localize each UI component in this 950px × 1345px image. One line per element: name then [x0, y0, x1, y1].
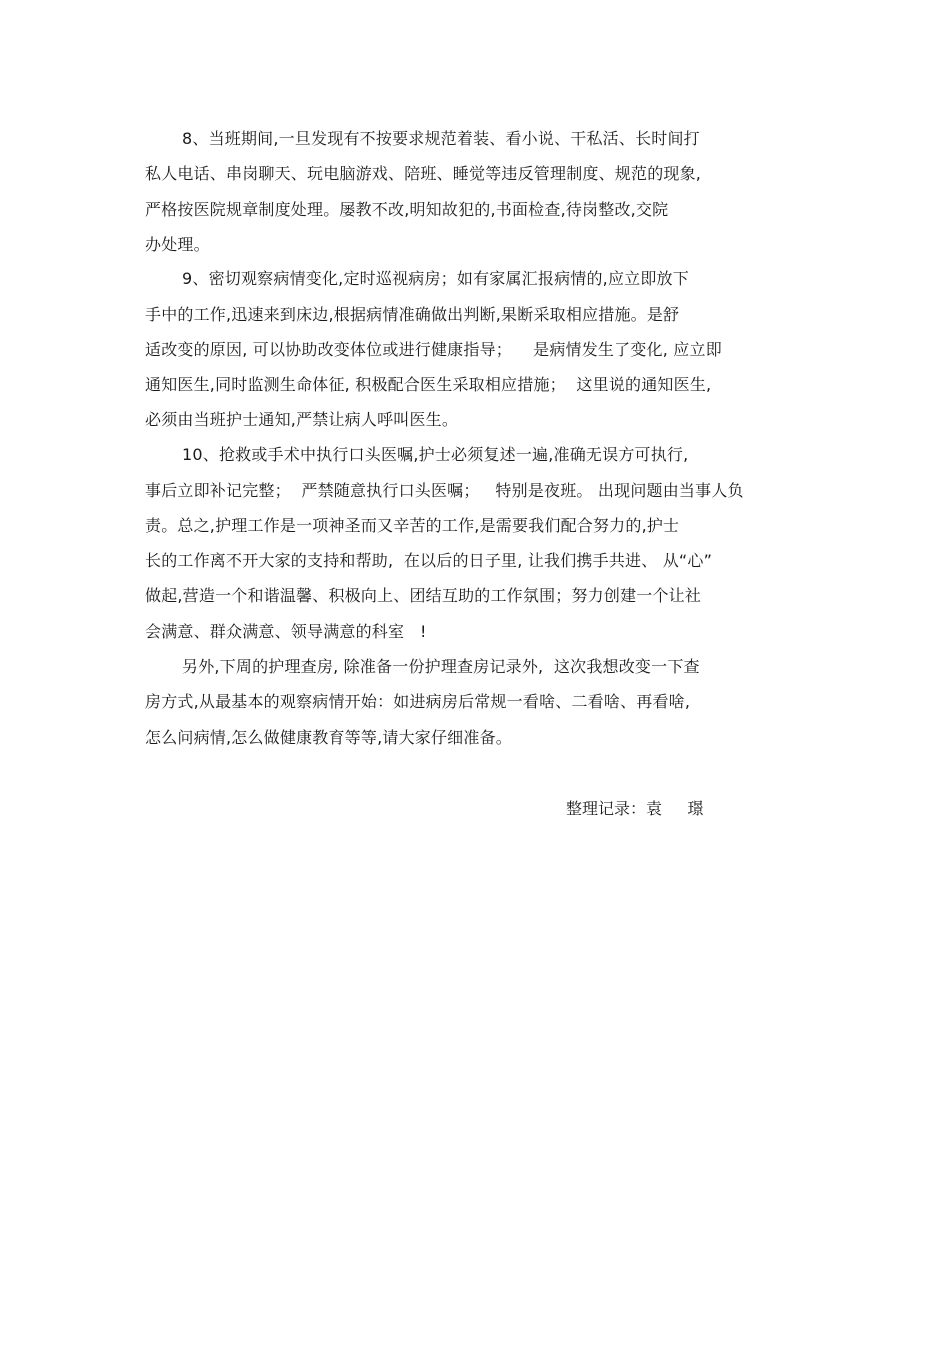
item-10-line-1: 10、抢救或手术中执行口头医嘱,护士必须复述一遍,准确无误方可执行,: [182, 445, 689, 464]
closing-line-3: 怎么问病情,怎么做健康教育等等,请大家仔细准备。: [145, 728, 512, 747]
item-8-line-1: 8、当班期间,一旦发现有不按要求规范着装、看小说、干私活、长时间打: [182, 129, 700, 148]
item-9-line-1: 9、密切观察病情变化,定时巡视病房；如有家属汇报病情的,应立即放下: [182, 269, 689, 288]
item-9-line-2: 手中的工作,迅速来到床边,根据病情准确做出判断,果断采取相应措施。是舒: [145, 305, 680, 324]
item-8-line-4: 办处理。: [145, 235, 210, 254]
item-9-line-3: 适改变的原因, 可以协助改变体位或进行健康指导； 是病情发生了变化, 应立即: [145, 340, 722, 359]
item-10-line-3: 责。总之,护理工作是一项神圣而又辛苦的工作,是需要我们配合努力的,护士: [145, 516, 680, 535]
item-10-line-6: 会满意、群众满意、领导满意的科室 !: [145, 622, 427, 641]
item-10-line-4: 长的工作离不开大家的支持和帮助, 在以后的日子里, 让我们携手共进、 从“心”: [145, 551, 713, 570]
item-10-line-5: 做起,营造一个和谐温馨、积极向上、团结互助的工作氛围；努力创建一个让社: [145, 586, 702, 605]
item-10-line-2: 事后立即补记完整； 严禁随意执行口头医嘱； 特别是夜班。 出现问题由当事人负: [145, 481, 744, 500]
item-9-line-4: 通知医生,同时监测生命体征, 积极配合医生采取相应措施； 这里说的通知医生,: [145, 375, 712, 394]
closing-line-2: 房方式,从最基本的观察病情开始：如进病房后常规一看啥、二看啥、再看啥,: [145, 692, 691, 711]
closing-line-1: 另外,下周的护理查房, 除准备一份护理查房记录外, 这次我想改变一下查: [182, 657, 700, 676]
item-8-line-2: 私人电话、串岗聊天、玩电脑游戏、陪班、睡觉等违反管理制度、规范的现象,: [145, 164, 702, 183]
signature: 整理记录：袁 璟: [566, 799, 704, 818]
item-9-line-5: 必须由当班护士通知,严禁让病人呼叫医生。: [145, 410, 459, 429]
item-8-line-3: 严格按医院规章制度处理。屡教不改,明知故犯的,书面检查,待岗整改,交院: [145, 200, 669, 219]
